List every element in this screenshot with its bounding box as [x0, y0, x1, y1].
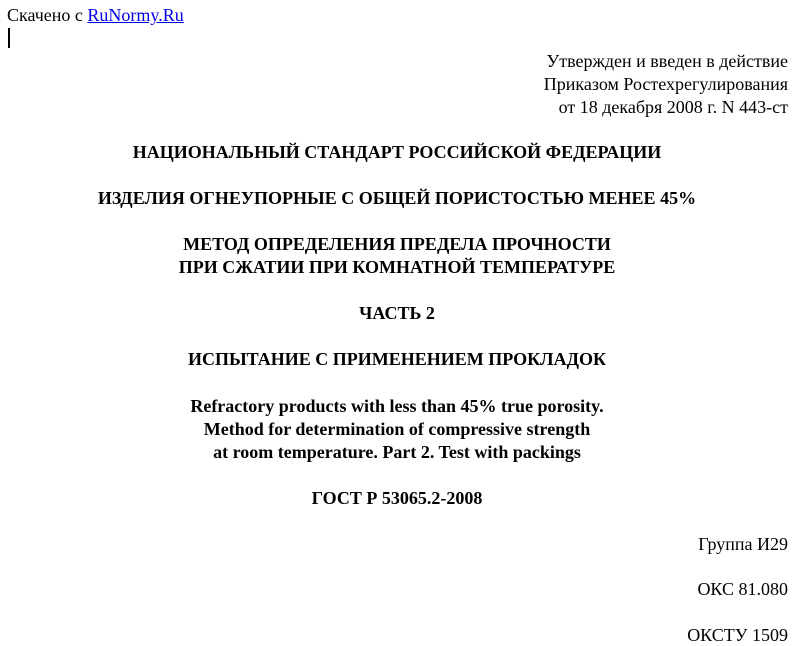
site-link[interactable]: RuNormy.Ru: [87, 5, 184, 25]
oks-code: ОКС 81.080: [697, 579, 788, 599]
part-heading: ЧАСТЬ 2: [359, 303, 435, 323]
english-title-line-1: Refractory products with less than 45% true porosity.: [190, 396, 604, 416]
approval-line-3: от 18 декабря 2008 г. N 443-ст: [558, 97, 788, 117]
national-standard-heading: НАЦИОНАЛЬНЫЙ СТАНДАРТ РОССИЙСКОЙ ФЕДЕРАЦИИ: [132, 142, 662, 162]
test-heading: ИСПЫТАНИЕ С ПРИМЕНЕНИЕМ ПРОКЛАДОК: [187, 349, 607, 369]
approval-line-2: Приказом Ростехрегулирования: [543, 74, 788, 94]
okstu-code: ОКСТУ 1509: [687, 625, 788, 645]
product-heading: ИЗДЕЛИЯ ОГНЕУПОРНЫЕ С ОБЩЕЙ ПОРИСТОСТЬЮ МЕНЕЕ 45%: [97, 188, 697, 208]
group-code: Группа И29: [698, 534, 788, 554]
download-source-prefix: Скачено с: [7, 5, 83, 25]
text-cursor: [8, 28, 10, 48]
english-title-line-3: at room temperature. Part 2. Test with packings: [213, 442, 581, 462]
approval-line-1: Утвержден и введен в действие: [546, 51, 788, 71]
gost-number: ГОСТ Р 53065.2-2008: [311, 488, 483, 508]
download-source-line: [7, 4, 184, 26]
english-title-line-2: Method for determination of compressive strength: [203, 419, 591, 439]
method-heading-line-1: МЕТОД ОПРЕДЕЛЕНИЯ ПРЕДЕЛА ПРОЧНОСТИ: [183, 234, 611, 254]
method-heading-line-2: ПРИ СЖАТИИ ПРИ КОМНАТНОЙ ТЕМПЕРАТУРЕ: [178, 257, 616, 277]
